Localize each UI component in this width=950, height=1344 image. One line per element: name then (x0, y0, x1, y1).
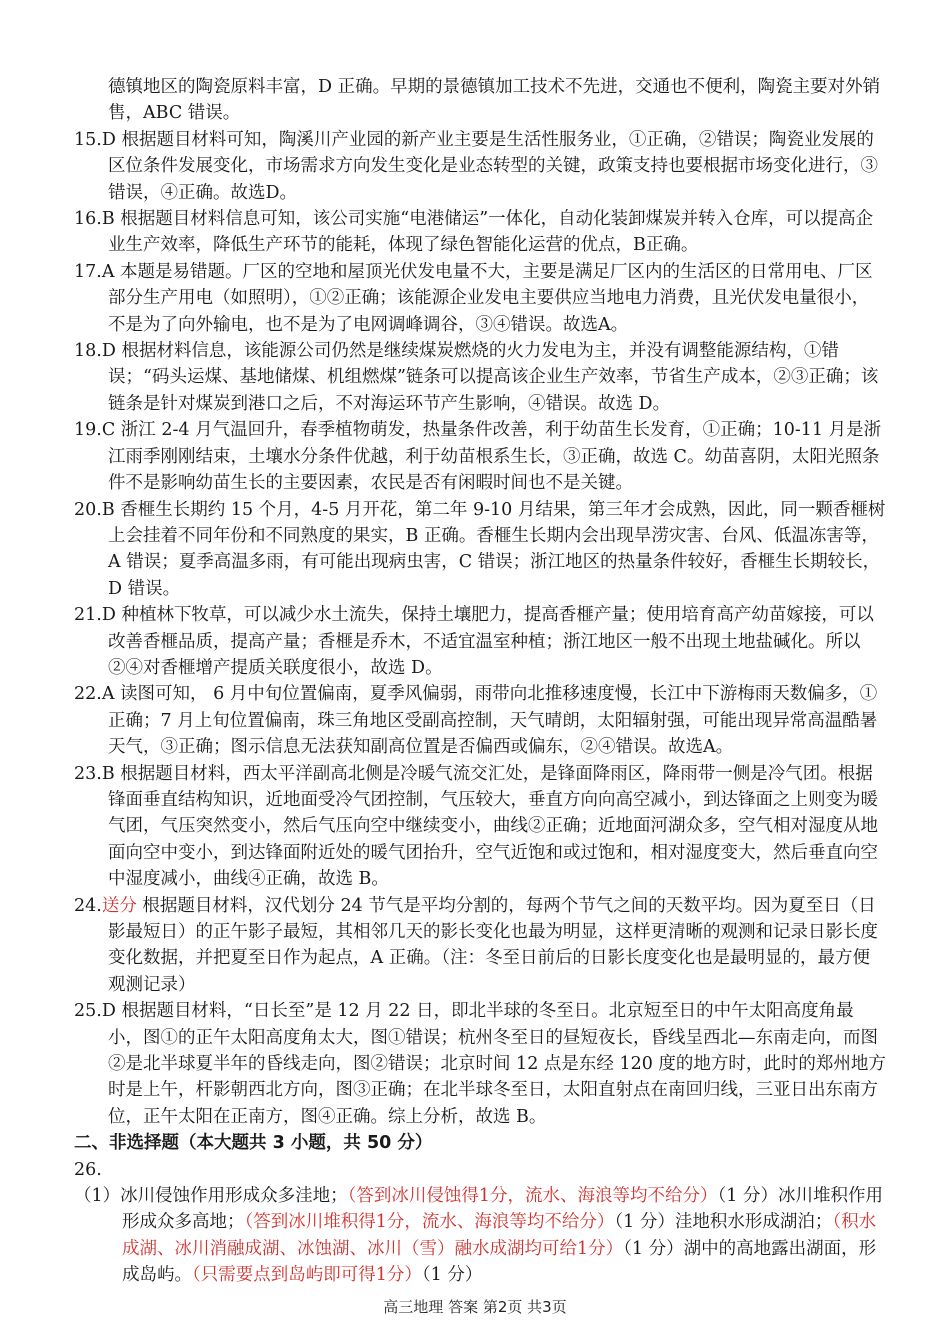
answer-item (74, 893, 886, 999)
scoring-note: （积水成湖、冰川消融成湖、冰蚀湖、冰川（雪）融水成湖均可给1分） (122, 1212, 877, 1259)
answer-number: 24. (74, 895, 102, 916)
answer-text: （1 分） (421, 1265, 483, 1286)
answer-text: （1 分）湖中的高地露出湖面，形成岛屿。 (122, 1238, 877, 1286)
answer-item (74, 761, 886, 893)
answer-explanation: 根据题目材料，西太平洋副高北侧是冷暖气流交汇处，是锋面降雨区，降雨带一侧是冷气团。根据锋面垂直结构知识，近地面受冷气团控制，气压较大，垂直方向向高空减小，到达锋面之上则变为暖气团，气压突然变小，然后气压向空中继续变小，曲线②正确；近地面河湖众多，空气相对湿度从地面向空中变小，到达锋面附近处的暖气团抬升，空气近饱和或过饱和，相对湿度变大，然后垂直向空中湿度减小，曲线④正确，故选 B。 (108, 763, 878, 890)
continuation-text: 德镇地区的陶瓷原料丰富，D 正确。早期的景德镇加工技术不先进，交通也不便利，陶瓷主要对外销售，ABC 错误。 (108, 77, 881, 124)
answer-key: 送分 (101, 895, 137, 916)
answer-explanation: 本题是易错题。厂区的空地和屋顶光伏发电量不大，主要是满足厂区内的生活区的日常用电、厂区部分生产用电（如照明），①②正确；该能源企业发电主要供应当地电力消费，且光伏发电量很小，不是为了向外输电，也不是为了电网调峰调谷，③④错误。故选A。 (108, 261, 873, 335)
answer-number: 16. (74, 209, 102, 230)
answer-number: 23. (74, 763, 102, 784)
scoring-note: （答到冰川侵蚀得1分，流水、海浪等均不给分） (347, 1186, 718, 1207)
page-footer: 高三地理 答案 第2页 共3页 (383, 1298, 567, 1316)
answer-item (74, 998, 886, 1130)
answer-explanation: 读图可知， 6 月中旬位置偏南，夏季风偏弱，雨带向北推移速度慢，长江中下游梅雨天数偏多，①正确；7 月上旬位置偏南，珠三角地区受副高控制，天气晴朗，太阳辐射强，可能出现异常高温酷暑天气，③正确；图示信息无法获知副高位置是否偏西或偏东，②④错误。故选A。 (108, 684, 878, 758)
sub-label: （1） (74, 1186, 121, 1207)
answer-explanation: 根据题目材料，“日长至”是 12 月 22 日，即北半球的冬至日。北京短至日的中午太阳高度角最小，图①的正午太阳高度角太大，图①错误；杭州冬至日的昼短夜长，昏线呈西北—东南走向，而图②是北半球夏半年的昏线走向，图②错误；北京时间 12 点是东经 120 度的地方时，此时的郑州地方时是上午，杆影朝西北方向，图③正确；在北半球冬至日，太阳直射点在南回归线，三亚日出东南方位，正午太阳在正南方，图④正确。综上分析，故选 B。 (108, 1001, 886, 1127)
answer-number: 15. (74, 129, 102, 150)
answer-key: B (101, 499, 115, 520)
scoring-note: （答到冰川堆积得1分，流水、海浪等均不给分） (244, 1212, 615, 1233)
answer-number: 19. (74, 420, 102, 441)
answer-text: （1 分）冰川堆积作用形成众多高地； (122, 1186, 883, 1233)
answer-key: B (101, 209, 115, 230)
answer-number: 17. (74, 261, 102, 282)
answer-item (74, 127, 886, 206)
answer-item (74, 681, 886, 760)
answer-text: （1 分）洼地积水形成湖泊； (614, 1212, 833, 1233)
answer-explanation: 根据题目材料，汉代划分 24 节气是平均分割的，每两个节气之间的天数平均。因为夏至日（日影最短日）的正午影子最短，其相邻几天的影长变化也最为明显，这样更清晰的观测和记录日影长度变化数据，并把夏至日作为起点，A 正确。（注：冬至日前后的日影长度变化也是最明显的，最方便观测记录） (108, 895, 878, 995)
scoring-note: （只需要点到岛屿即可得1分） (192, 1265, 422, 1286)
answer-number: 21. (74, 605, 102, 626)
answer-explanation: 根据材料信息，该能源公司仍然是继续煤炭燃烧的火力发电为主，并没有调整能源结构，①错误；“码头运煤、基地储煤、机组燃煤”链条可以提高该企业生产效率，节省生产成本，②③正确；该链条是针对煤炭到港口之后，不对海运环节产生影响，④错误。故选 D。 (108, 341, 879, 414)
section-title: 二、非选择题（本大题共 3 小题，共 50 分） (74, 1133, 433, 1154)
answer-key: D (101, 605, 116, 626)
answer-key: B (101, 763, 115, 784)
answer-item (74, 338, 886, 417)
answer-number: 25. (74, 1001, 102, 1022)
answer-explanation: 香榧生长期约 15 个月，4-5 月开花，第二年 9-10 月结果，第三年才会成熟，因此，同一颗香榧树上会挂着不同年份和不同熟度的果实，B 正确。香榧生长期内会出现旱涝灾害、台风、低温冻害等，A 错误；夏季高温多雨，有可能出现病虫害，C 错误；浙江地区的热量条件较好，香榧生长期较长，D 错误。 (108, 499, 886, 599)
answer-item (74, 206, 886, 259)
question-26-number: 26. (74, 1159, 102, 1180)
answer-key: A (101, 261, 115, 282)
answer-text: 冰川侵蚀作用形成众多洼地； (120, 1186, 348, 1207)
answer-item (74, 259, 886, 338)
answer-explanation: 根据题目材料信息可知，该公司实施“电港储运”一体化，自动化装卸煤炭并转入仓库，可以提高企业生产效率，降低生产环节的能耗，体现了绿色智能化运营的优点，B正确。 (108, 209, 874, 256)
answer-explanation: 浙江 2-4 月气温回升，春季植物萌发，热量条件改善，利于幼苗生长发育，①正确；10-11 月是浙江雨季刚刚结束，土壤水分条件优越，利于幼苗根系生长，③正确，故选 C。幼苗喜阴，太阳光照条件不是影响幼苗生长的主要因素，农民是否有闲暇时间也不是关键。 (108, 420, 882, 494)
answer-number: 20. (74, 499, 102, 520)
answer-key: C (101, 420, 116, 441)
answer-explanation: 种植林下牧草，可以减少水土流失，保持土壤肥力，提高香榧产量；使用培育高产幼苗嫁接，可以改善香榧品质，提高产量；香榧是乔木，不适宜温室种植；浙江地区一般不出现土地盐碱化。所以②④对香榧增产提质关联度很小，故选 D。 (108, 605, 874, 678)
answer-key: A (101, 684, 115, 705)
answer-item (74, 602, 886, 681)
answer-explanation: 根据题目材料可知，陶溪川产业园的新产业主要是生活性服务业，①正确，②错误；陶瓷业发展的区位条件发展变化，市场需求方向发生变化是业态转型的关键，政策支持也要根据市场变化进行，③错误，④正确。故选D。 (108, 129, 878, 203)
answer-item (74, 497, 886, 603)
answer-key: D (101, 129, 116, 150)
answer-content (74, 74, 886, 1289)
answer-list (74, 127, 886, 1130)
answer-key: D (101, 341, 116, 362)
answer-number: 22. (74, 684, 102, 705)
answer-item (74, 417, 886, 496)
answer-key: D (101, 1001, 116, 1022)
question-26-sub1 (74, 1183, 886, 1289)
answer-number: 18. (74, 341, 102, 362)
